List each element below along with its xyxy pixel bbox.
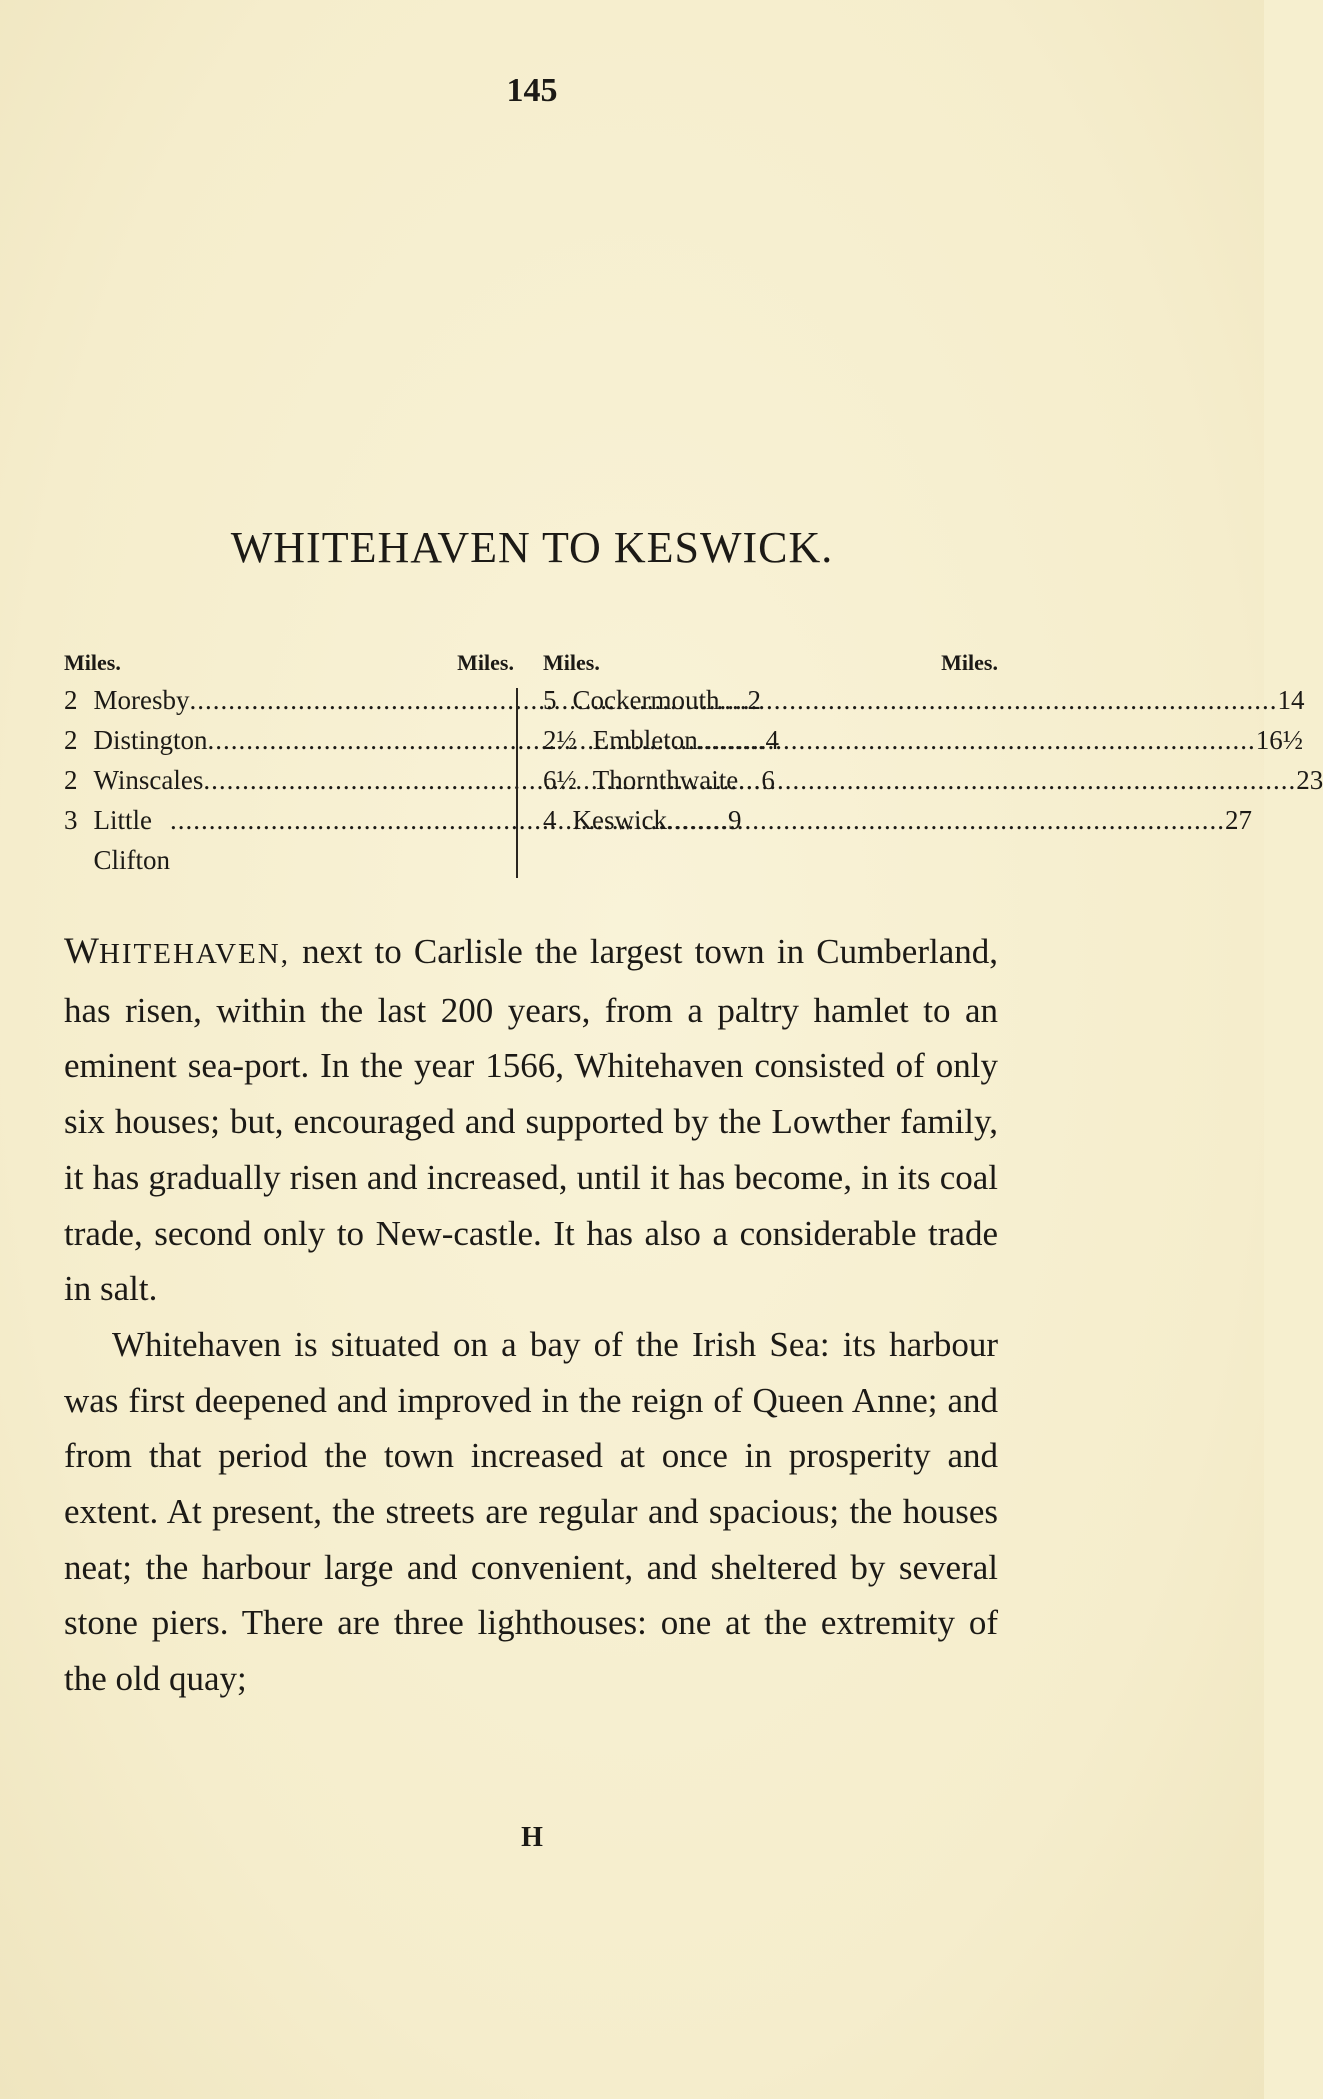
signature-mark: H — [521, 1822, 543, 1853]
paragraph-text: next to Carlisle the largest town in Cumberland, has risen, within the last 200 years, from a paltry hamlet to an eminent sea-port. In the year 1566, Whitehaven consisted of only six houses; but, encouraged and supported by the Lowther family, it has gradually risen and increased, until it has become, in its coal trade, second only to New-castle. It has also a considerable trade in salt. — [64, 932, 998, 1309]
route-title: WHITEHAVEN TO KESWICK. — [230, 523, 834, 572]
row-distance: 2 — [64, 685, 78, 715]
page-number: 145 — [506, 72, 558, 109]
row-total: 16½ — [1255, 725, 1303, 755]
place-name: Thornthwaite — [592, 765, 739, 795]
itinerary-header — [64, 650, 514, 680]
leader-dots — [698, 720, 1256, 760]
row-distance: 6½ — [543, 765, 577, 795]
row-place — [557, 800, 1225, 840]
row-total: 23 — [1296, 765, 1323, 795]
row-total: 2 — [747, 685, 761, 715]
place-name: Moresby — [93, 685, 190, 715]
lead-small-caps: HITEHAVEN, — [98, 938, 290, 970]
leader-dots — [667, 800, 1225, 840]
body-text — [64, 924, 998, 1707]
place-name: Keswick — [572, 805, 667, 835]
itinerary-right-column — [543, 650, 1323, 840]
row-total: 14 — [1277, 685, 1305, 715]
header-distance: Miles. — [64, 650, 121, 675]
header-distance: Miles. — [543, 650, 600, 675]
column-divider — [516, 688, 518, 878]
row-distance: 2 — [64, 725, 78, 755]
row-distance: 4 — [543, 805, 557, 835]
row-distance: 2 — [64, 765, 78, 795]
paragraph — [64, 924, 998, 1317]
itinerary-row — [543, 680, 1305, 720]
row-place — [577, 760, 1296, 800]
leader-dots — [738, 760, 1296, 800]
place-name: Embleton — [592, 725, 698, 755]
row-distance: 2½ — [543, 725, 577, 755]
row-total: 27 — [1224, 805, 1252, 835]
place-name: Little Clifton — [93, 805, 171, 875]
header-total: Miles. — [457, 650, 514, 675]
row-place — [557, 680, 1278, 720]
row-place — [577, 720, 1256, 760]
lead-capital: W — [64, 931, 99, 972]
paragraph: Whitehaven is situated on a bay of the Irish Sea: its harbour was first deepened and improved in the reign of Queen Anne; and from that period the town increased at once in prosperity and extent. At present, the streets are regular and spacious; the houses neat; the harbour large and convenient, and sheltered by several stone piers. There are three lighthouses: one at the extremity of the old quay; — [64, 1324, 998, 1699]
row-total: 6 — [761, 765, 775, 795]
place-name: Winscales — [93, 765, 204, 795]
itinerary-row — [543, 800, 1252, 840]
place-name: Distington — [93, 725, 208, 755]
itinerary-row — [543, 720, 1303, 760]
row-total: 9 — [728, 805, 742, 835]
leader-dots — [719, 680, 1277, 720]
itinerary-header — [543, 650, 998, 680]
itinerary-row — [543, 760, 1323, 800]
row-total: 4 — [765, 725, 780, 755]
row-distance: 5 — [543, 685, 557, 715]
row-distance: 3 — [64, 805, 78, 835]
place-name: Cockermouth — [572, 685, 720, 715]
header-total: Miles. — [941, 650, 998, 675]
